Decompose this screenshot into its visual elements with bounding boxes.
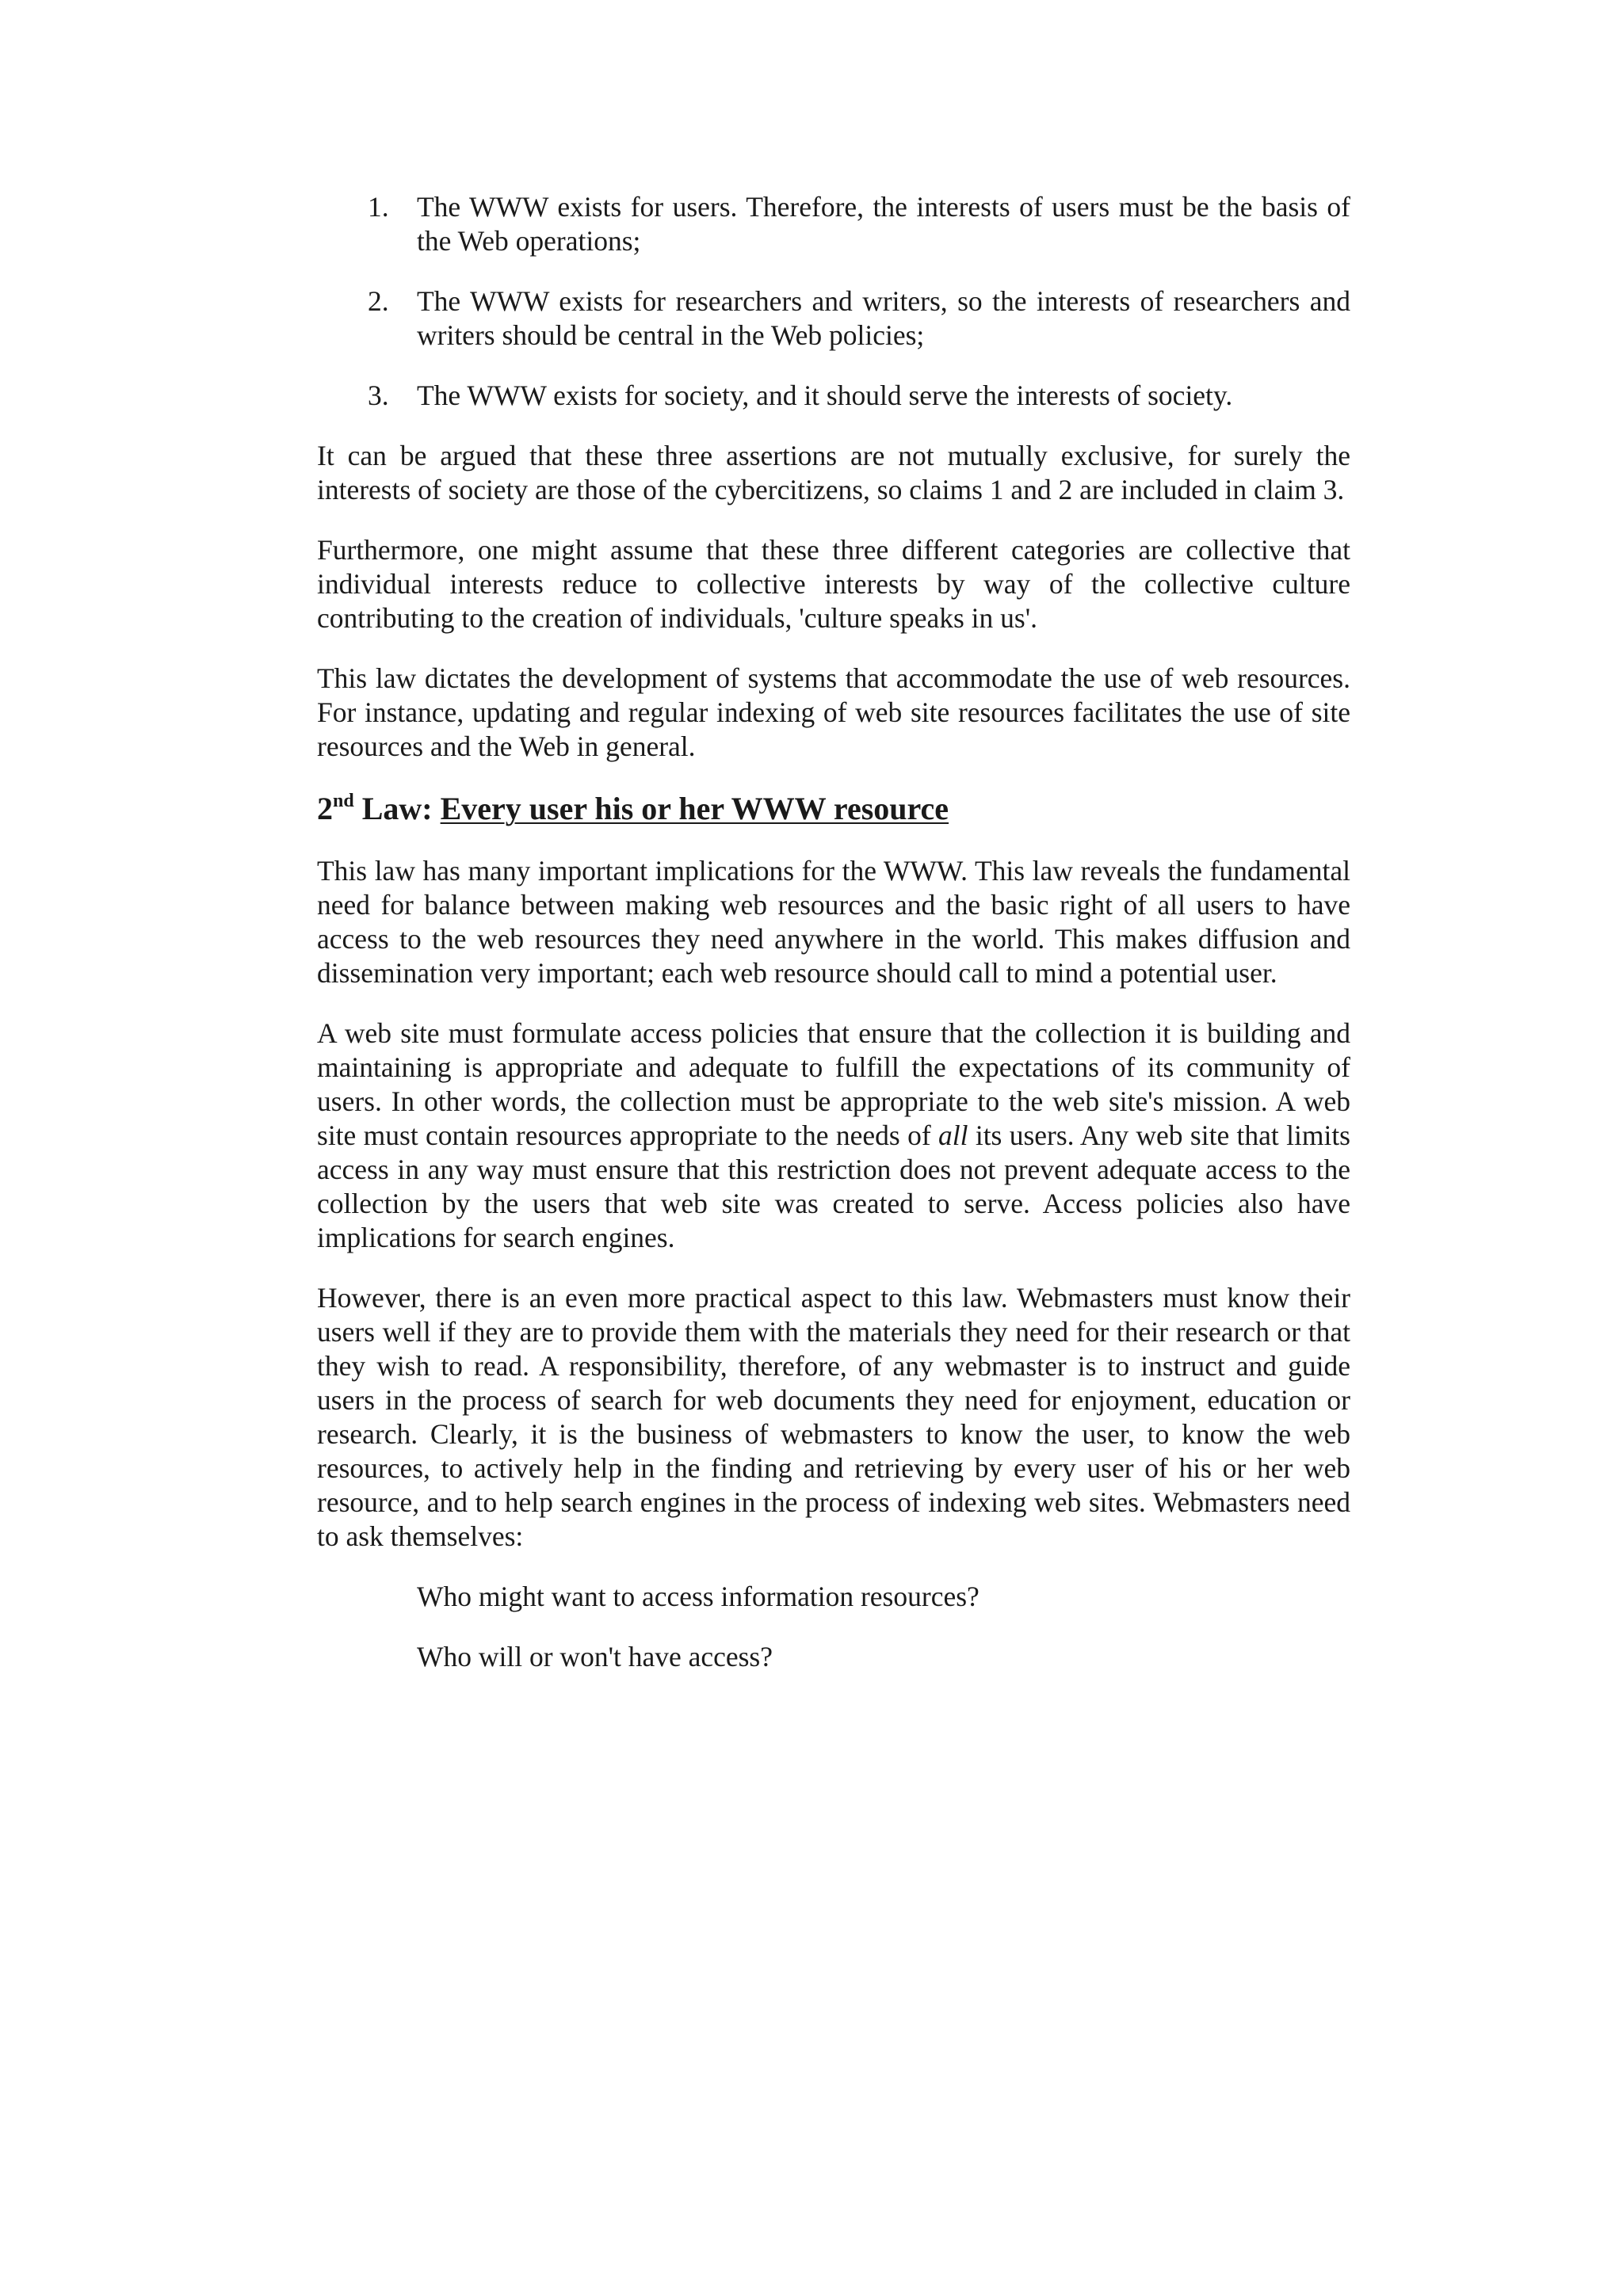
list-item-text: The WWW exists for researchers and writers, so the interests of researchers and writers should be central in the Web policies; [417,285,1350,351]
heading-number: 2 [317,791,333,826]
list-item-number: 3. [368,379,389,411]
assertions-list [317,190,1350,413]
section-heading [317,790,1350,828]
question-line: Who will or won't have access? [417,1641,773,1672]
paragraph-text: A web site must formulate access policies that ensure that the collection it is building and maintaining is appropriate and adequate to fulfill the expectations of its community of users. In other words, the collection must be appropriate to the web site's mission. A web site must contain resources appropriate to the needs of [317,1017,1350,1151]
paragraph [317,1016,1350,1255]
paragraph: It can be argued that these three assertions are not mutually exclusive, for surely the interests of society are those of the cybercitizens, so claims 1 and 2 are included in claim 3. [317,440,1350,505]
paragraph: However, there is an even more practical aspect to this law. Webmasters must know their users well if they are to provide them with the materials they need for their research or that they wish to read. A responsibility, therefore, of any webmaster is to instruct and guide users in the process of search for web documents they need for enjoyment, education or research. Clearly, it is the business of webmasters to know the user, to know the web resources, to actively help in the finding and retrieving by every user of his or her web resource, and to help search engines in the process of indexing web sites. Webmasters need to ask themselves: [317,1282,1350,1552]
document-page [317,190,1350,1700]
heading-label: Law: [353,791,441,826]
list-item-text: The WWW exists for society, and it should serve the interests of society. [417,379,1233,411]
list-item [317,284,1350,353]
list-item-text: The WWW exists for users. Therefore, the interests of users must be the basis of the Web operations; [417,191,1350,257]
question-line: Who might want to access information resources? [417,1581,980,1612]
list-item-number: 2. [368,285,389,317]
emphasis-text: all [938,1119,968,1151]
heading-ordinal-suffix: nd [333,791,354,811]
paragraph: This law dictates the development of systems that accommodate the use of web resources. For instance, updating and regular indexing of web site resources facilitates the use of site resources and the Web in general. [317,662,1350,762]
paragraph-text: its users. Any web site that limits access in any way must ensure that this restriction does not prevent adequate access to the collection by the users that web site was created to serve. Access policies also have implications for search engines. [317,1119,1350,1253]
paragraph: Furthermore, one might assume that these three different categories are collective that individual interests reduce to collective interests by way of the collective culture contributing to the creation of individuals, 'culture speaks in us'. [317,534,1350,634]
paragraph: This law has many important implications for the WWW. This law reveals the fundamental need for balance between making web resources and the basic right of all users to have access to the web resources they need anywhere in the world. This makes diffusion and dissemination very important; each web resource should call to mind a potential user. [317,855,1350,989]
heading-title: Every user his or her WWW resource [440,791,949,826]
list-item [317,190,1350,258]
list-item [317,379,1350,413]
list-item-number: 1. [368,191,389,223]
